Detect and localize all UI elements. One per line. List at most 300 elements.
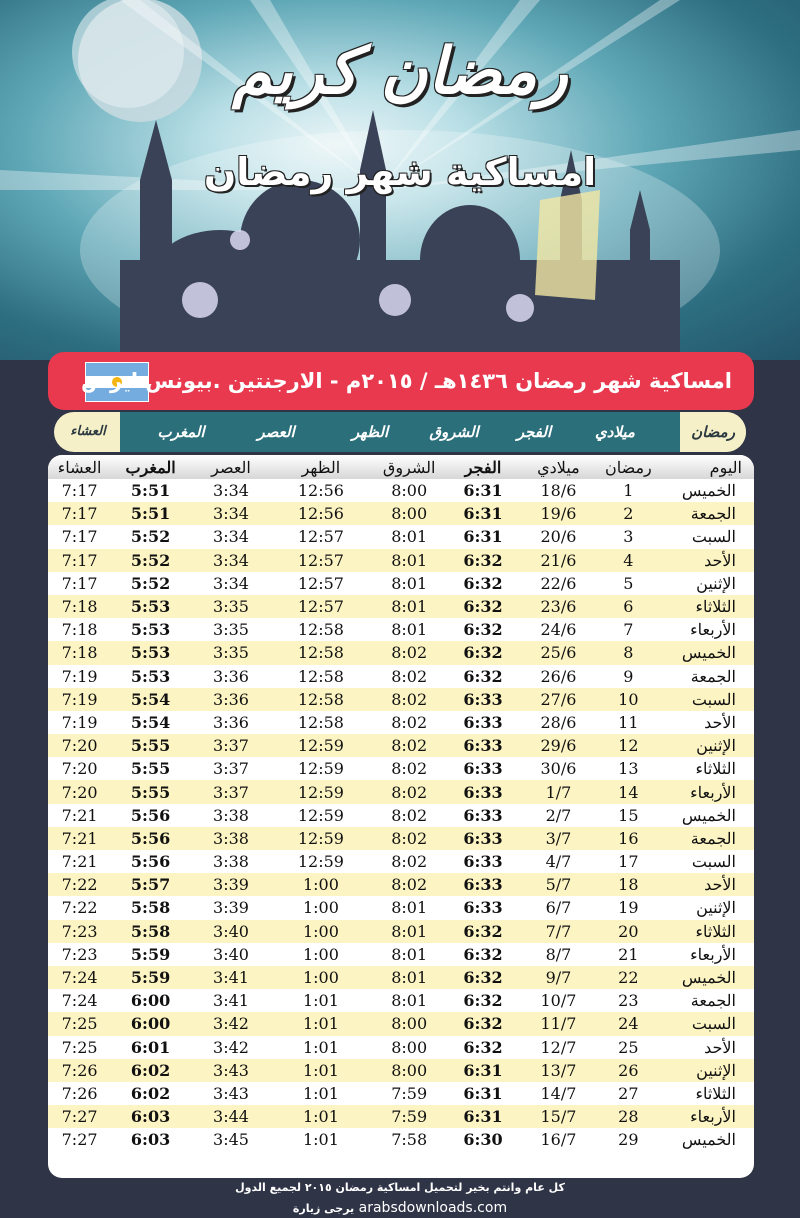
cell-sunrise: 7:59: [391, 1083, 428, 1103]
header-fajr: الفجر: [516, 423, 552, 441]
header-dhuhr: الظهر: [351, 423, 389, 441]
cell-sunrise: 8:01: [391, 527, 428, 547]
cell-isha: 7:26: [48, 1059, 111, 1082]
cell-gregorian: 6/7: [545, 898, 572, 918]
cell-gregorian: 9/7: [517, 966, 599, 989]
cell-sunrise: 8:01: [391, 898, 428, 918]
cell-asr: 3:45: [213, 1130, 249, 1150]
table-row: [48, 920, 754, 943]
cell-ramadan: 25: [618, 1037, 639, 1057]
cell-isha: 7:22: [61, 898, 98, 918]
cell-ramadan: 12: [600, 734, 658, 757]
cell-dhuhr: 12:58: [297, 712, 344, 732]
cell-sunrise: 8:00: [370, 1059, 449, 1082]
cell-dhuhr: 12:59: [297, 805, 344, 825]
cell-sunrise: 8:01: [370, 966, 449, 989]
col-fajr: الفجر: [449, 455, 518, 479]
cell-ramadan: 8: [600, 641, 658, 664]
cell-day: الجمعة: [657, 827, 754, 850]
cell-fajr: 6:32: [449, 966, 518, 989]
cell-dhuhr: 1:00: [272, 873, 370, 896]
table-row: [48, 595, 754, 618]
cell-ramadan: 22: [600, 966, 658, 989]
cell-sunrise: 8:00: [370, 1012, 449, 1035]
cell-dhuhr: 1:01: [302, 1130, 339, 1150]
cell-dhuhr: 12:57: [272, 595, 370, 618]
cell-fajr: 6:33: [449, 734, 518, 757]
cell-dhuhr: 1:01: [272, 1059, 370, 1082]
cell-fajr: 6:31: [449, 1059, 518, 1082]
cell-sunrise: 8:02: [391, 852, 428, 872]
cell-day: الأربعاء: [690, 620, 736, 640]
cell-dhuhr: 12:59: [272, 827, 370, 850]
table-row: [48, 641, 754, 664]
cell-sunrise: 8:00: [370, 502, 449, 525]
cell-asr: 3:34: [190, 549, 272, 572]
col-isha: العشاء: [48, 455, 111, 479]
table-row: [48, 479, 754, 502]
cell-isha: 7:17: [61, 527, 98, 547]
cell-dhuhr: 1:00: [302, 898, 339, 918]
cell-sunrise: 8:01: [391, 991, 428, 1011]
prayer-times-table: [48, 455, 754, 1178]
cell-isha: 7:21: [61, 805, 98, 825]
table-row: [48, 502, 754, 525]
cell-dhuhr: 12:59: [297, 852, 344, 872]
table-row: [48, 1105, 754, 1128]
cell-sunrise: 8:02: [391, 805, 428, 825]
cell-sunrise: 8:02: [370, 827, 449, 850]
cell-ramadan: 18: [600, 873, 658, 896]
cell-gregorian: 28/6: [540, 712, 577, 732]
cell-ramadan: 28: [600, 1105, 658, 1128]
cell-isha: 7:25: [61, 1037, 98, 1057]
cell-sunrise: 8:01: [370, 920, 449, 943]
cell-asr: 3:43: [190, 1059, 272, 1082]
cell-gregorian: 30/6: [540, 759, 577, 779]
cell-maghrib: 6:02: [130, 1083, 171, 1103]
cell-asr: 3:39: [190, 873, 272, 896]
cell-sunrise: 8:00: [391, 1037, 428, 1057]
cell-asr: 3:35: [213, 620, 249, 640]
col-dhuhr: الظهر: [272, 455, 370, 479]
cell-fajr: 6:33: [449, 780, 518, 803]
header-maghrib: المغرب: [157, 423, 205, 441]
header-sunrise: الشروق: [429, 423, 479, 441]
cell-maghrib: 5:51: [111, 502, 190, 525]
cell-fajr: 6:31: [463, 527, 503, 547]
cell-day: الإثنين: [657, 734, 754, 757]
cell-fajr: 6:31: [463, 1083, 503, 1103]
cell-gregorian: 27/6: [517, 688, 599, 711]
cell-maghrib: 5:53: [111, 641, 190, 664]
cell-ramadan: 24: [600, 1012, 658, 1035]
footer-visit-label: يرجى زيارة: [292, 1202, 355, 1215]
hero-title: رمضان كريم: [232, 34, 568, 109]
col-asr: العصر: [190, 455, 272, 479]
cell-day: الإثنين: [657, 1059, 754, 1082]
cell-asr: 3:34: [213, 527, 249, 547]
cell-maghrib: 5:52: [130, 527, 171, 547]
cell-ramadan: 10: [600, 688, 658, 711]
cell-day: الخميس: [681, 805, 736, 825]
cell-dhuhr: 1:01: [302, 1083, 339, 1103]
table-row: [48, 1082, 754, 1105]
cell-fajr: 6:33: [449, 827, 518, 850]
cell-isha: 7:19: [61, 666, 98, 686]
cell-maghrib: 5:59: [111, 966, 190, 989]
cell-dhuhr: 12:59: [297, 759, 344, 779]
cell-fajr: 6:32: [449, 641, 518, 664]
cell-isha: 7:24: [48, 966, 111, 989]
cell-fajr: 6:33: [463, 852, 503, 872]
cell-sunrise: 8:01: [391, 944, 428, 964]
cell-sunrise: 8:01: [370, 595, 449, 618]
cell-day: الجمعة: [657, 502, 754, 525]
cell-isha: 7:25: [48, 1012, 111, 1035]
cell-day: الثلاثاء: [695, 759, 736, 779]
cell-gregorian: 16/7: [540, 1130, 577, 1150]
cell-gregorian: 1/7: [517, 780, 599, 803]
cell-sunrise: 7:59: [370, 1105, 449, 1128]
cell-isha: 7:23: [48, 920, 111, 943]
cell-sunrise: 8:01: [370, 549, 449, 572]
cell-day: الجمعة: [690, 991, 736, 1011]
cell-sunrise: 8:02: [391, 666, 428, 686]
cell-maghrib: 6:02: [111, 1059, 190, 1082]
cell-fajr: 6:33: [449, 873, 518, 896]
footer-site[interactable]: [0, 1200, 800, 1216]
cell-gregorian: 22/6: [540, 573, 577, 593]
cell-maghrib: 5:52: [111, 549, 190, 572]
table-row: [48, 757, 754, 780]
cell-maghrib: 6:03: [130, 1130, 171, 1150]
cell-day: الخميس: [681, 481, 736, 501]
cell-gregorian: 5/7: [517, 873, 599, 896]
header-gregorian: ميلادي: [595, 423, 635, 441]
cell-ramadan: 14: [600, 780, 658, 803]
cell-day: الخميس: [657, 641, 754, 664]
cell-isha: 7:18: [61, 620, 98, 640]
cell-gregorian: 24/6: [540, 620, 577, 640]
cell-maghrib: 6:00: [111, 1012, 190, 1035]
cell-gregorian: 7/7: [517, 920, 599, 943]
cell-gregorian: 20/6: [540, 527, 577, 547]
cell-maghrib: 5:56: [130, 852, 171, 872]
cell-ramadan: 3: [623, 527, 634, 547]
cell-dhuhr: 12:58: [272, 641, 370, 664]
table-row: [48, 943, 754, 966]
cell-fajr: 6:33: [463, 805, 503, 825]
table-row: [48, 618, 754, 641]
cell-isha: 7:22: [48, 873, 111, 896]
cell-ramadan: 6: [600, 595, 658, 618]
cell-isha: 7:18: [48, 641, 111, 664]
cell-isha: 7:17: [61, 573, 98, 593]
cell-day: الأربعاء: [657, 780, 754, 803]
col-day: اليوم: [657, 455, 754, 479]
cell-fajr: 6:32: [449, 549, 518, 572]
cell-day: الأحد: [657, 873, 754, 896]
cell-asr: 3:39: [213, 898, 249, 918]
cell-day: الإثنين: [696, 573, 736, 593]
col-maghrib: المغرب: [111, 455, 190, 479]
header-isha: العشاء: [70, 424, 106, 439]
cell-fajr: 6:32: [463, 573, 503, 593]
cell-gregorian: 12/7: [540, 1037, 577, 1057]
cell-fajr: 6:31: [449, 502, 518, 525]
cell-ramadan: 4: [600, 549, 658, 572]
cell-fajr: 6:32: [463, 1037, 503, 1057]
table-row: [48, 850, 754, 873]
col-ramadan: رمضان: [600, 455, 658, 479]
cell-asr: 3:37: [190, 734, 272, 757]
footer-site-link[interactable]: arabsdownloads.com: [358, 1200, 508, 1216]
cell-sunrise: 8:02: [391, 759, 428, 779]
table-row: [48, 572, 754, 595]
cell-asr: 3:43: [213, 1083, 249, 1103]
cell-asr: 3:36: [213, 666, 249, 686]
cell-isha: 7:20: [48, 734, 111, 757]
cell-dhuhr: 1:01: [302, 1037, 339, 1057]
cell-asr: 3:40: [213, 944, 249, 964]
cell-gregorian: 3/7: [517, 827, 599, 850]
cell-isha: 7:21: [48, 827, 111, 850]
cell-dhuhr: 12:59: [272, 780, 370, 803]
cell-maghrib: 5:52: [130, 573, 171, 593]
cell-sunrise: 8:00: [391, 481, 428, 501]
cell-dhuhr: 1:01: [272, 1012, 370, 1035]
cell-asr: 3:44: [190, 1105, 272, 1128]
cell-day: الأربعاء: [657, 1105, 754, 1128]
cell-ramadan: 1: [623, 481, 634, 501]
cell-dhuhr: 12:57: [272, 549, 370, 572]
cell-ramadan: 16: [600, 827, 658, 850]
cell-dhuhr: 1:00: [272, 966, 370, 989]
table-row: [48, 966, 754, 989]
cell-gregorian: 8/7: [545, 944, 572, 964]
cell-isha: 7:19: [48, 688, 111, 711]
cell-asr: 3:38: [213, 805, 249, 825]
cell-fajr: 6:33: [463, 712, 503, 732]
cell-dhuhr: 1:01: [302, 991, 339, 1011]
cell-sunrise: 8:02: [370, 688, 449, 711]
cell-ramadan: 13: [618, 759, 639, 779]
cell-gregorian: 13/7: [517, 1059, 599, 1082]
cell-day: الخميس: [681, 1130, 736, 1150]
cell-asr: 3:36: [213, 712, 249, 732]
table-row: [48, 734, 754, 757]
cell-asr: 3:35: [190, 595, 272, 618]
cell-maghrib: 5:55: [111, 780, 190, 803]
header-asr: العصر: [257, 423, 295, 441]
cell-gregorian: 4/7: [545, 852, 572, 872]
table-row: [48, 1036, 754, 1059]
cell-sunrise: 8:02: [370, 734, 449, 757]
cell-sunrise: 8:01: [391, 573, 428, 593]
cell-isha: 7:17: [48, 549, 111, 572]
cell-isha: 7:21: [61, 852, 98, 872]
cell-gregorian: 11/7: [517, 1012, 599, 1035]
cell-maghrib: 5:53: [130, 666, 171, 686]
cell-dhuhr: 12:58: [297, 666, 344, 686]
cell-gregorian: 25/6: [517, 641, 599, 664]
cell-day: السبت: [691, 852, 736, 872]
title-banner: [48, 352, 754, 410]
cell-fajr: 6:32: [449, 1012, 518, 1035]
cell-asr: 3:42: [190, 1012, 272, 1035]
cell-gregorian: 21/6: [517, 549, 599, 572]
cell-maghrib: 5:55: [111, 734, 190, 757]
cell-asr: 3:40: [190, 920, 272, 943]
cell-asr: 3:34: [213, 481, 249, 501]
cell-maghrib: 5:59: [130, 944, 171, 964]
cell-ramadan: 15: [618, 805, 639, 825]
cell-isha: 7:17: [61, 481, 98, 501]
cell-fajr: 6:30: [463, 1130, 503, 1150]
cell-day: الأربعاء: [690, 944, 736, 964]
cell-dhuhr: 1:00: [272, 920, 370, 943]
cell-dhuhr: 12:58: [297, 620, 344, 640]
cell-day: السبت: [691, 527, 736, 547]
cell-gregorian: 2/7: [545, 805, 572, 825]
cell-day: الثلاثاء: [657, 595, 754, 618]
cell-ramadan: 29: [618, 1130, 639, 1150]
cell-ramadan: 20: [600, 920, 658, 943]
cell-fajr: 6:32: [463, 991, 503, 1011]
cell-isha: 7:27: [61, 1130, 98, 1150]
cell-maghrib: 5:58: [130, 898, 171, 918]
cell-isha: 7:23: [61, 944, 98, 964]
cell-fajr: 6:32: [449, 595, 518, 618]
cell-dhuhr: 12:57: [297, 527, 344, 547]
cell-sunrise: 8:02: [370, 780, 449, 803]
cell-sunrise: 8:02: [391, 712, 428, 732]
cell-asr: 3:42: [213, 1037, 249, 1057]
cell-isha: 7:20: [61, 759, 98, 779]
cell-maghrib: 5:51: [130, 481, 171, 501]
cell-asr: 3:38: [190, 827, 272, 850]
table-row: [48, 665, 754, 688]
banner-title: امساكية شهر رمضان ١٤٣٦هـ / ٢٠١٥م - الارجنتين .بيونس ايرس: [80, 369, 732, 393]
cell-sunrise: 8:01: [391, 620, 428, 640]
cell-fajr: 6:31: [463, 481, 503, 501]
cell-dhuhr: 1:00: [302, 944, 339, 964]
cell-ramadan: 19: [618, 898, 639, 918]
cell-ramadan: 7: [623, 620, 634, 640]
cell-ramadan: 23: [618, 991, 639, 1011]
col-gregorian: ميلادي: [517, 455, 599, 479]
table-row: [48, 780, 754, 803]
cell-day: الإثنين: [696, 898, 736, 918]
cell-ramadan: 17: [618, 852, 639, 872]
cell-gregorian: 15/7: [517, 1105, 599, 1128]
cell-isha: 7:24: [61, 991, 98, 1011]
decorative-header-bar: [54, 412, 746, 452]
cell-fajr: 6:33: [463, 898, 503, 918]
cell-maghrib: 5:54: [130, 712, 171, 732]
table-row: [48, 804, 754, 827]
table-row: [48, 688, 754, 711]
table-header-row: [48, 455, 754, 479]
footer-greeting: كل عام وانتم بخير لتحميل امساكية رمضان ٢٠١٥ لجميع الدول: [235, 1181, 565, 1194]
hero-banner: [0, 0, 800, 360]
table-row: [48, 525, 754, 548]
cell-gregorian: 19/6: [517, 502, 599, 525]
cell-ramadan: 26: [600, 1059, 658, 1082]
table-row: [48, 1059, 754, 1082]
cell-maghrib: 6:00: [130, 991, 171, 1011]
cell-ramadan: 11: [618, 712, 639, 732]
cell-asr: 3:34: [190, 502, 272, 525]
cell-gregorian: 23/6: [517, 595, 599, 618]
header-ramadan: رمضان: [691, 423, 735, 441]
cell-sunrise: 8:02: [370, 641, 449, 664]
cell-asr: 3:34: [213, 573, 249, 593]
table-row: [48, 827, 754, 850]
cell-fajr: 6:31: [449, 1105, 518, 1128]
cell-maghrib: 6:01: [130, 1037, 171, 1057]
cell-dhuhr: 12:57: [297, 573, 344, 593]
table-row: [48, 989, 754, 1012]
cell-maghrib: 5:54: [111, 688, 190, 711]
cell-ramadan: 9: [623, 666, 634, 686]
cell-day: الأحد: [657, 549, 754, 572]
cell-dhuhr: 12:59: [272, 734, 370, 757]
cell-isha: 7:17: [48, 502, 111, 525]
cell-maghrib: 5:57: [111, 873, 190, 896]
cell-fajr: 6:32: [449, 920, 518, 943]
cell-isha: 7:27: [48, 1105, 111, 1128]
cell-fajr: 6:33: [449, 688, 518, 711]
cell-asr: 3:41: [190, 966, 272, 989]
cell-maghrib: 5:58: [111, 920, 190, 943]
cell-asr: 3:41: [213, 991, 249, 1011]
cell-ramadan: 27: [618, 1083, 639, 1103]
cell-asr: 3:36: [190, 688, 272, 711]
cell-day: الثلاثاء: [695, 1083, 736, 1103]
cell-day: الخميس: [657, 966, 754, 989]
cell-fajr: 6:32: [463, 620, 503, 640]
cell-maghrib: 5:56: [130, 805, 171, 825]
cell-fajr: 6:32: [463, 666, 503, 686]
cell-ramadan: 21: [618, 944, 639, 964]
cell-day: السبت: [657, 688, 754, 711]
cell-dhuhr: 12:56: [272, 502, 370, 525]
table-row: [48, 711, 754, 734]
cell-asr: 3:37: [213, 759, 249, 779]
cell-maghrib: 6:03: [111, 1105, 190, 1128]
cell-gregorian: 14/7: [540, 1083, 577, 1103]
cell-ramadan: 5: [623, 573, 634, 593]
table-row: [48, 896, 754, 919]
cell-gregorian: 26/6: [540, 666, 577, 686]
cell-day: الثلاثاء: [657, 920, 754, 943]
cell-maghrib: 5:56: [111, 827, 190, 850]
cell-isha: 7:19: [61, 712, 98, 732]
cell-fajr: 6:32: [463, 944, 503, 964]
table-row: [48, 549, 754, 572]
cell-sunrise: 8:02: [370, 873, 449, 896]
cell-asr: 3:38: [213, 852, 249, 872]
cell-day: الجمعة: [690, 666, 736, 686]
table-row: [48, 873, 754, 896]
cell-maghrib: 5:55: [130, 759, 171, 779]
cell-gregorian: 29/6: [517, 734, 599, 757]
cell-gregorian: 10/7: [540, 991, 577, 1011]
cell-dhuhr: 12:56: [297, 481, 344, 501]
cell-isha: 7:20: [48, 780, 111, 803]
